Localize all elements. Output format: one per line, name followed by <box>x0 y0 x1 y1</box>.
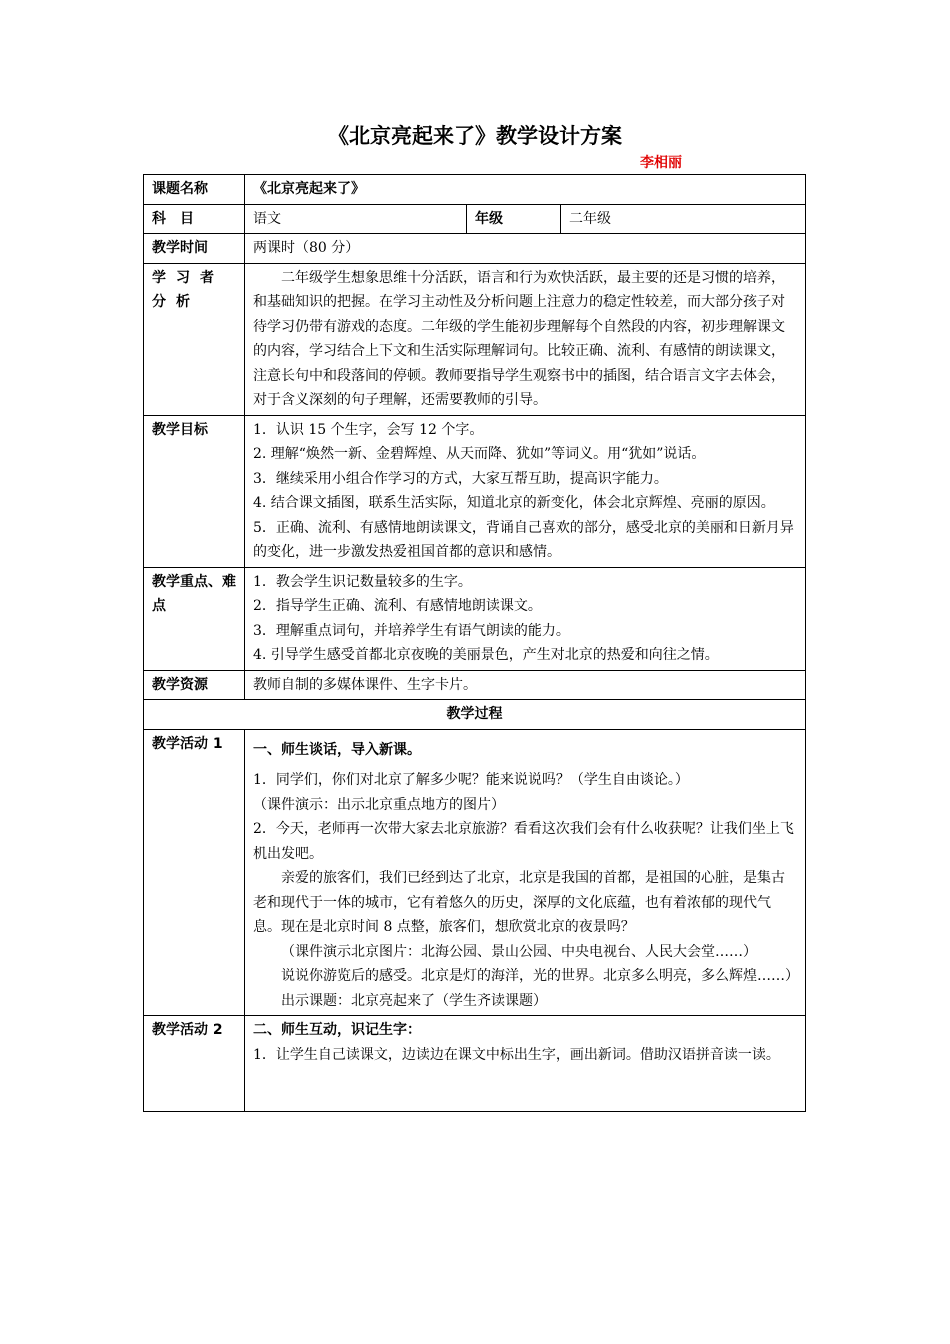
activity-1-paragraph: （课件演示：出示北京重点地方的图片） <box>253 796 505 813</box>
label-activity-1: 教学活动 1 <box>144 729 245 1016</box>
key-point-item: 4. 引导学生感受首都北京夜晚的美丽景色，产生对北京的热爱和向往之情。 <box>253 647 719 663</box>
activity-1-paragraph: 亲爱的旅客们，我们已经到达了北京，北京是我国的首都，是祖国的心脏，是集古老和现代于一体的城市，它有着悠久的历史，深厚的文化底蕴，也有着浓郁的现代气息。现在是北京时间 8 点整，旅客们，想欣赏北京的夜景吗？ <box>253 870 785 935</box>
activity-1-heading: 一、师生谈话，导入新课。 <box>253 741 421 758</box>
label-topic: 课题名称 <box>144 175 245 205</box>
row-subject <box>144 204 806 234</box>
author-name: 李相丽 <box>640 155 682 171</box>
activity-2-heading: 二、师生互动，识记生字： <box>253 1022 421 1038</box>
label-subject: 科 目 <box>144 204 245 234</box>
value-topic: 《北京亮起来了》 <box>245 175 806 205</box>
value-subject: 语文 <box>245 204 467 234</box>
row-time <box>144 234 806 264</box>
activity-1-paragraph: 2．今天，老师再一次带大家去北京旅游？看看这次我们会有什么收获呢？让我们坐上飞机出发吧。 <box>253 821 794 862</box>
row-process-header <box>144 700 806 730</box>
goal-item: 4. 结合课文插图，联系生活实际，知道北京的新变化，体会北京辉煌、亮丽的原因。 <box>253 495 775 511</box>
key-point-item: 3．理解重点词句，并培养学生有语气朗读的能力。 <box>253 622 570 639</box>
label-resources: 教学资源 <box>144 670 245 700</box>
row-resources <box>144 670 806 700</box>
key-point-item: 2．指导学生正确、流利、有感情地朗读课文。 <box>253 598 542 614</box>
learner-analysis-text: 二年级学生想象思维十分活跃，语言和行为欢快活跃，最主要的还是习惯的培养，和基础知识的把握。在学习主动性及分析问题上注意力的稳定性较差，而大部分孩子对待学习仍带有游戏的态度。二年级的学生能初步理解每个自然段的内容，初步理解课文的内容，学习结合上下文和生活实际理解词句。比较正确、流利、有感情的朗读课文，注意长句中和段落间的停顿。教师要指导学生观察书中的插图，结合语言文字去体会，对于含义深刻的句子理解，还需要教师的引导。 <box>253 269 785 408</box>
activity-1-paragraph: 1．同学们，你们对北京了解多少呢？能来说说吗？（学生自由谈论。） <box>253 772 689 788</box>
value-time: 两课时（80 分） <box>245 234 806 264</box>
label-time: 教学时间 <box>144 234 245 264</box>
goal-item: 2. 理解“焕然一新、金碧辉煌、从天而降、犹如”等词义。用“犹如”说话。 <box>253 446 706 462</box>
row-activity-1 <box>144 729 806 1016</box>
label-goals: 教学目标 <box>144 415 245 567</box>
activity-1-paragraph: 说说你游览后的感受。北京是灯的海洋，光的世界。北京多么明亮，多么辉煌……） <box>281 968 799 984</box>
process-header: 教学过程 <box>144 700 806 730</box>
activity-1-paragraph: （课件演示北京图片：北海公园、景山公园、中央电视台、人民大会堂……） <box>281 943 757 960</box>
value-resources: 教师自制的多媒体课件、生字卡片。 <box>245 670 806 700</box>
activity-2-paragraph: 1．让学生自己读课文，边读边在课文中标出生字，画出新词。借助汉语拼音读一读。 <box>253 1046 780 1063</box>
row-goals <box>144 415 806 567</box>
document-title: 《北京亮起来了》教学设计方案 <box>328 124 622 148</box>
label-grade: 年级 <box>467 204 561 234</box>
row-activity-2 <box>144 1016 806 1112</box>
row-learner <box>144 263 806 415</box>
goal-item: 5．正确、流利、有感情地朗读课文，背诵自己喜欢的部分，感受北京的美丽和日新月异的变化，进一步激发热爱祖国首都的意识和感情。 <box>253 519 794 560</box>
row-topic <box>144 175 806 205</box>
label-activity-2: 教学活动 2 <box>144 1016 245 1112</box>
lesson-plan-table <box>143 174 806 1112</box>
key-point-item: 1．教会学生识记数量较多的生字。 <box>253 573 472 590</box>
activity-1-paragraph: 出示课题：北京亮起来了（学生齐读课题） <box>281 992 547 1009</box>
label-key-points: 教学重点、难点 <box>144 567 245 670</box>
goal-item: 1．认识 15 个生字，会写 12 个字。 <box>253 421 484 438</box>
row-key-points <box>144 567 806 670</box>
label-learner: 学习者分析 <box>144 263 245 415</box>
value-grade: 二年级 <box>561 204 806 234</box>
goal-item: 3．继续采用小组合作学习的方式，大家互帮互助，提高识字能力。 <box>253 470 668 487</box>
